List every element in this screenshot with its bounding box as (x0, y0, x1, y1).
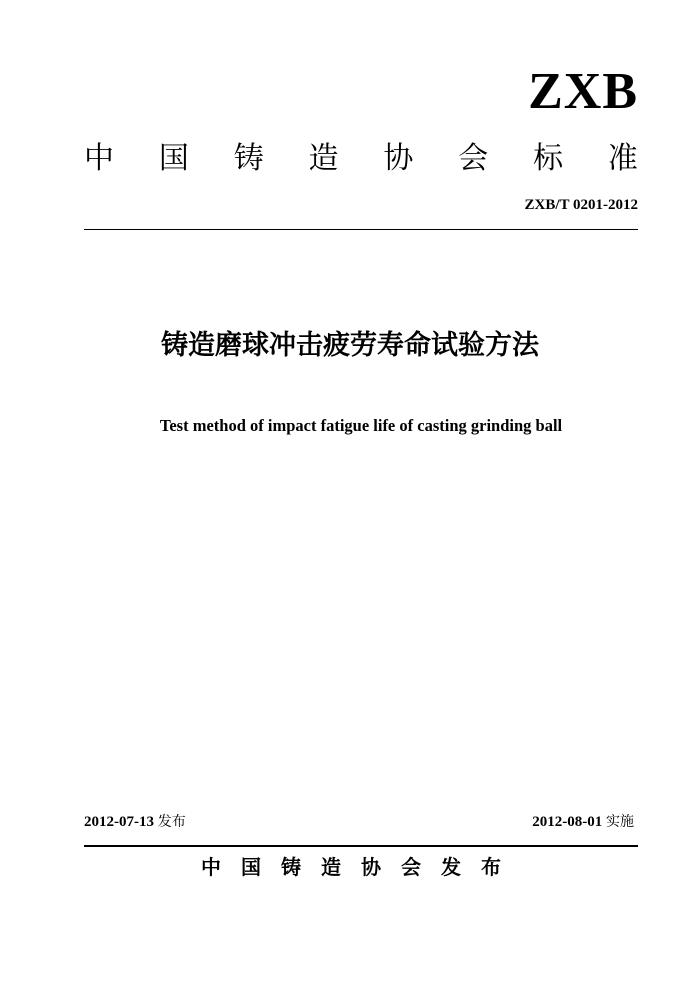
document-title-english: Test method of impact fatigue life of casting grinding ball (159, 416, 563, 435)
issue-date-value: 2012-07-13 (84, 814, 154, 830)
header-divider (84, 229, 638, 230)
publisher: 中国铸造协会发布 (201, 855, 521, 879)
org-char: 会 (458, 141, 489, 176)
issue-date-label: 发布 (157, 814, 186, 830)
standard-code: ZXB (528, 63, 638, 120)
document-title-chinese: 铸造磨球冲击疲劳寿命试验方法 (161, 330, 539, 361)
org-char: 中 (84, 141, 114, 176)
organization-standard-heading (84, 139, 638, 179)
org-char: 协 (383, 141, 414, 176)
org-char: 铸 (233, 141, 264, 176)
org-char: 国 (158, 141, 189, 176)
implementation-date-value: 2012-08-01 (532, 814, 603, 830)
implementation-date-label: 实施 (606, 814, 634, 830)
org-char: 造 (308, 141, 339, 176)
org-char: 准 (607, 141, 638, 176)
org-char: 标 (533, 141, 564, 176)
footer-divider (84, 845, 638, 847)
implementation-date (532, 811, 634, 833)
issue-date (84, 811, 186, 833)
standard-number: ZXB/T 0201-2012 (524, 197, 638, 213)
